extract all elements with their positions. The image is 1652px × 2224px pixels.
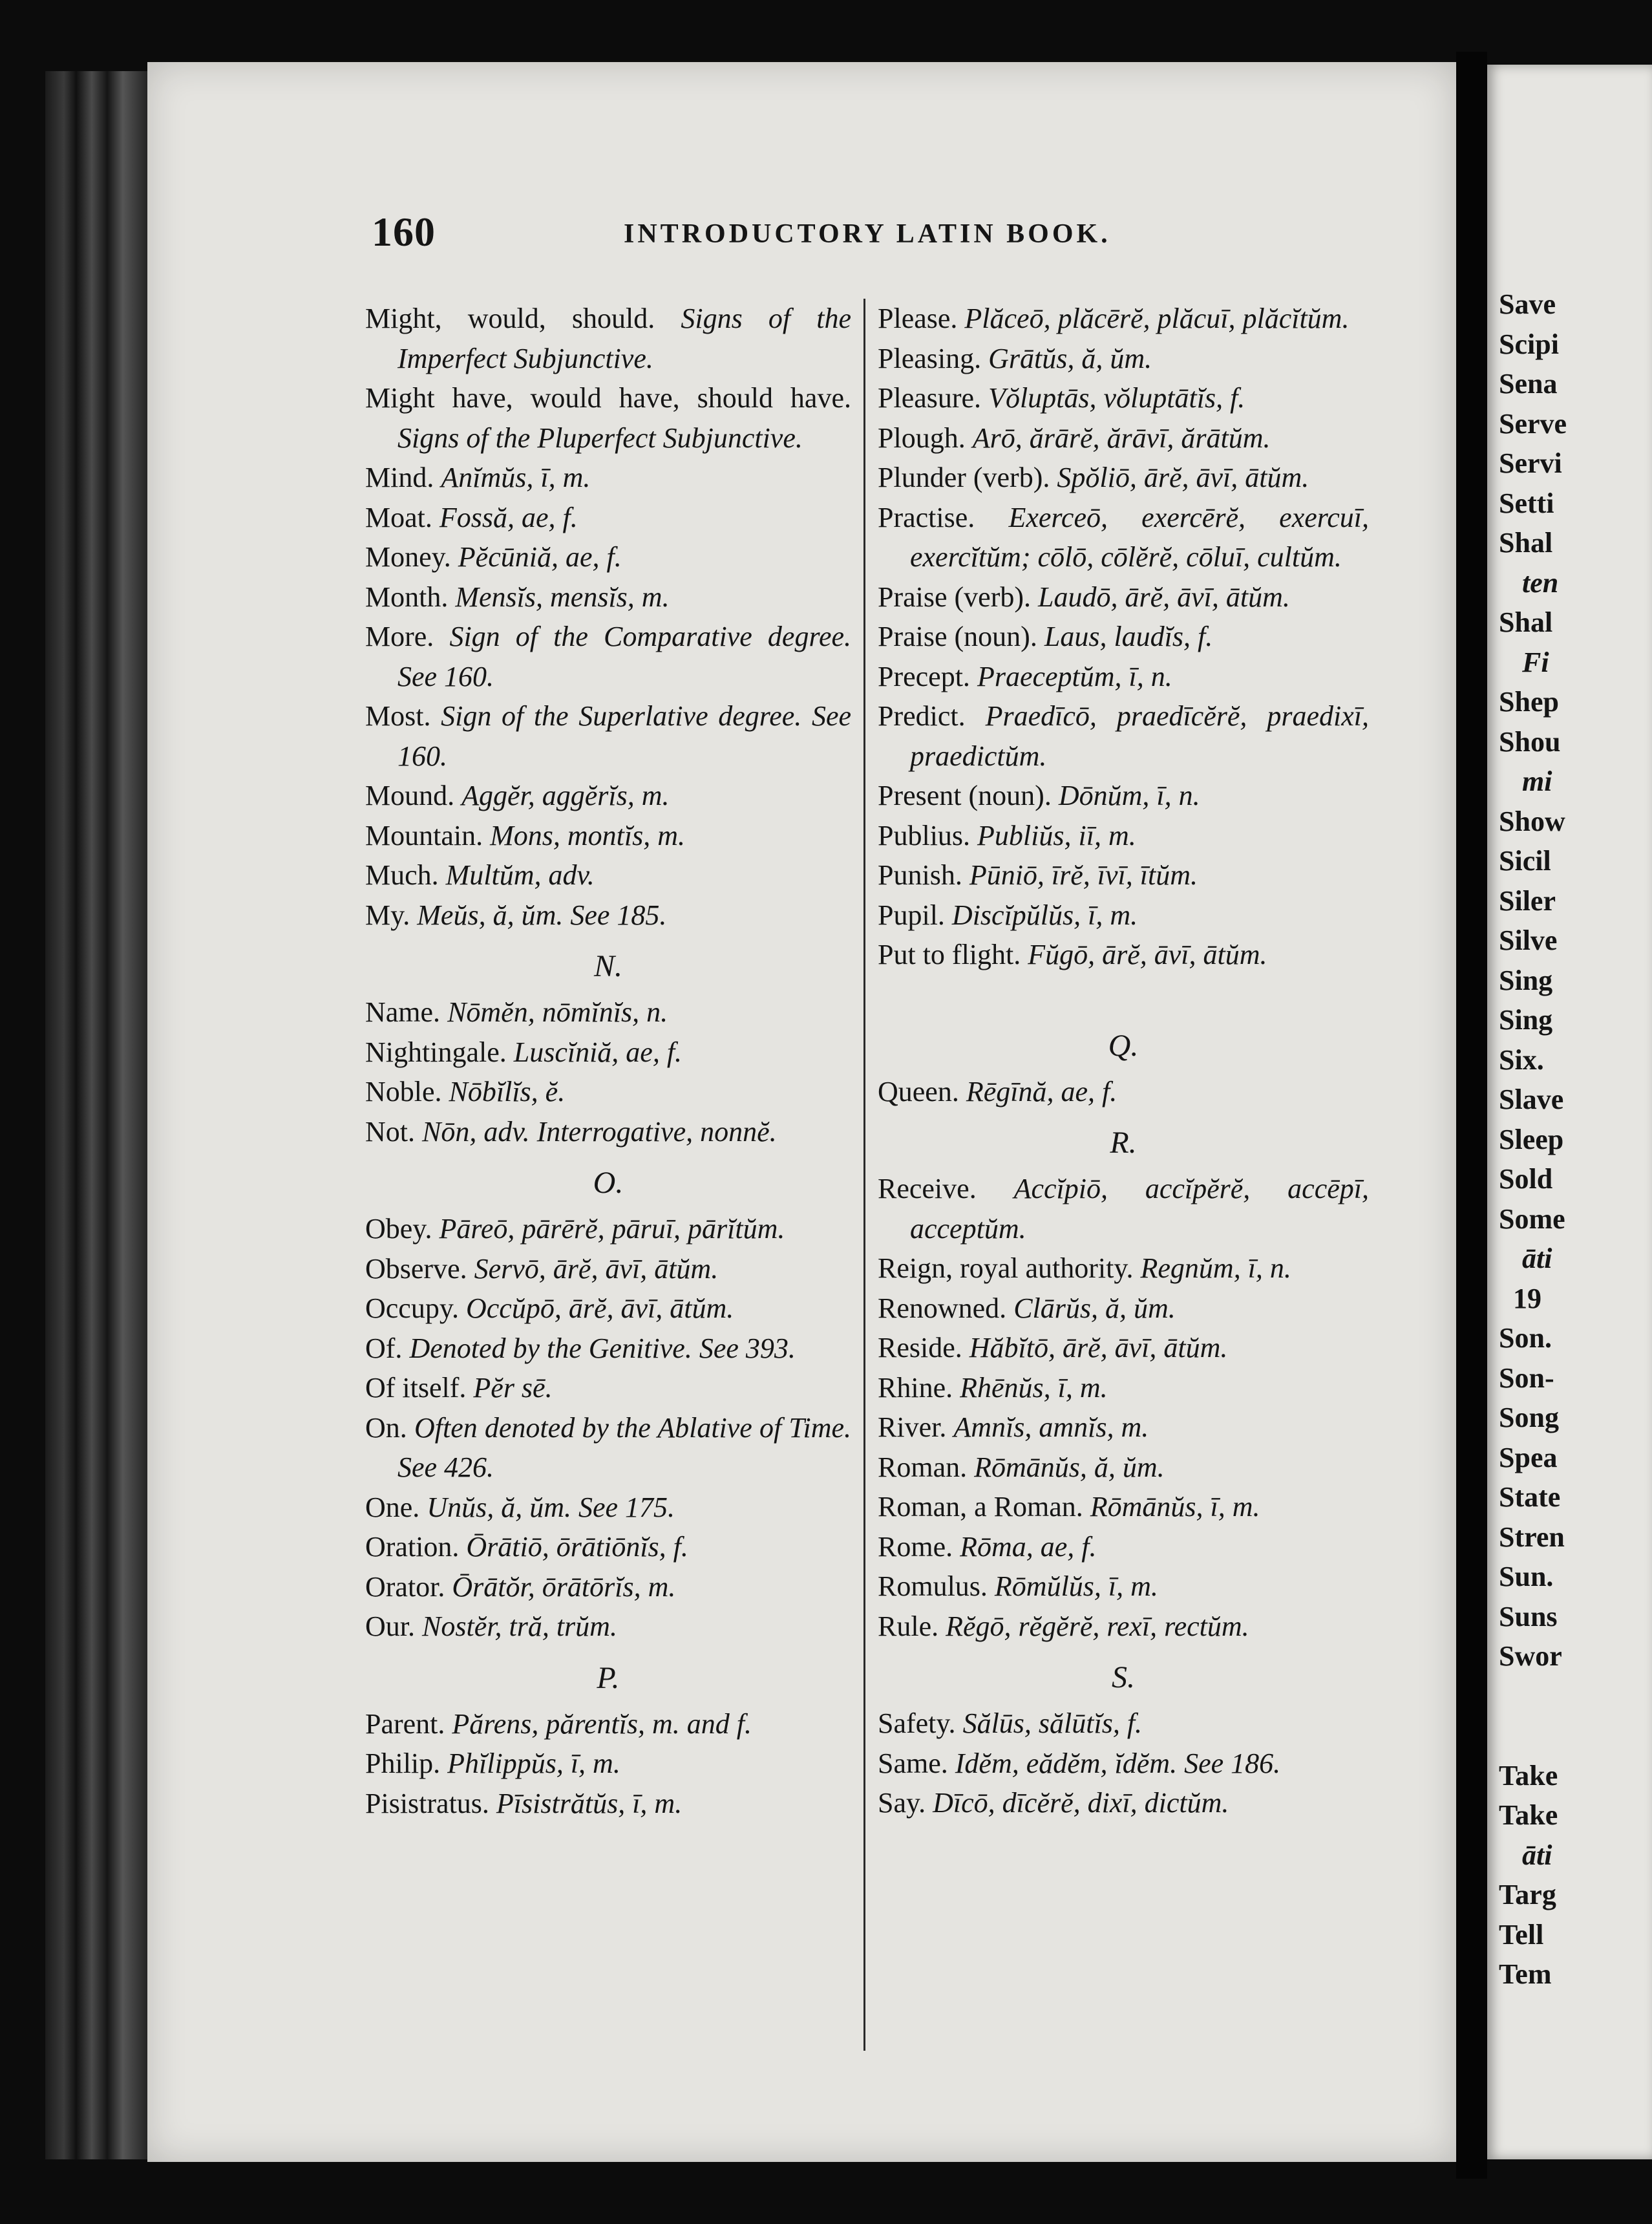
entry-headword: River.: [878, 1411, 947, 1443]
dictionary-entry: [878, 657, 1369, 697]
dictionary-entry: [365, 537, 851, 577]
entry-headword: Put to flight.: [878, 939, 1021, 970]
dictionary-entry: [878, 577, 1369, 617]
entry-definition: Dōnŭm, ī, n.: [1058, 780, 1200, 811]
dictionary-entry: [365, 378, 851, 458]
spacer: [1487, 1676, 1652, 1716]
entry-definition: Arō, ărārĕ, ărāvī, ărātŭm.: [972, 422, 1271, 454]
entry-definition: Sign of the Superlative degree. See 160.: [397, 700, 852, 772]
entry-headword: Precept.: [878, 660, 970, 692]
facing-page-fragment: State: [1499, 1481, 1561, 1513]
dictionary-entry: [365, 1249, 851, 1289]
facing-page-fragment: Sicil: [1499, 845, 1551, 877]
entry-definition: Sign of the Comparative degree. See 160.: [397, 621, 852, 692]
facing-page-fragment: āti: [1522, 1243, 1552, 1274]
entry-headword: Nightingale.: [365, 1036, 507, 1068]
section-letter: N.: [593, 949, 622, 983]
entry-definition: Often denoted by the Ablative of Time. See 426.: [397, 1411, 851, 1483]
entry-headword: Occupy.: [365, 1292, 459, 1324]
entry-headword: Much.: [365, 859, 439, 891]
entry-headword: Reign, royal authority.: [878, 1252, 1134, 1284]
facing-page-fragment: Some: [1499, 1203, 1565, 1235]
dictionary-entry: [878, 1607, 1369, 1647]
entry-definition: Praedīcō, praedīcĕrĕ, praedixī, praedictŭm.: [910, 700, 1369, 772]
facing-page-fragment: Scipi: [1499, 328, 1559, 360]
entry-headword: Please.: [878, 303, 958, 334]
dictionary-entry: [878, 418, 1369, 458]
entry-headword: Plunder (verb).: [878, 462, 1050, 493]
entry-headword: Pleasure.: [878, 382, 982, 414]
running-title: INTRODUCTORY LATIN BOOK.: [624, 219, 1111, 249]
dictionary-entry: [365, 617, 851, 696]
facing-page-fragment: ten: [1522, 566, 1559, 599]
entry-headword: Obey.: [365, 1213, 432, 1245]
entry-headword: One.: [365, 1491, 420, 1523]
entry-definition: Rōmānŭs, ī, m.: [1090, 1491, 1260, 1523]
entry-headword: Month.: [365, 581, 449, 613]
facing-page-fragment: Targ: [1499, 1879, 1556, 1910]
facing-page-fragment: Tem: [1499, 1958, 1552, 1990]
entry-definition: Aggĕr, aggĕrĭs, m.: [461, 780, 670, 811]
facing-page-fragment: Shou: [1499, 725, 1561, 758]
dictionary-entry: [365, 1408, 851, 1488]
entry-definition: Phĭlippŭs, ī, m.: [447, 1748, 620, 1779]
entry-definition: Clārŭs, ă, ŭm.: [1013, 1292, 1176, 1324]
facing-page-fragment: Suns: [1499, 1600, 1558, 1632]
dictionary-entry: [365, 1209, 851, 1249]
entry-definition: Nōn, adv. Interrogative, nonnĕ.: [422, 1115, 777, 1148]
right-column: [878, 299, 1369, 1823]
dictionary-entry: [365, 1032, 851, 1073]
entry-headword: Mind.: [365, 462, 434, 493]
entry-headword: Safety.: [878, 1707, 956, 1739]
entry-definition: Rōmānŭs, ă, ŭm.: [974, 1451, 1165, 1483]
dictionary-entry: [365, 498, 851, 538]
entry-headword: Say.: [878, 1787, 926, 1819]
dictionary-entry: [365, 1488, 851, 1528]
entry-definition: Signs of the Pluperfect Subjunctive.: [397, 422, 803, 454]
dictionary-entry: [878, 935, 1369, 975]
dictionary-entry: [878, 1407, 1369, 1448]
entry-headword: Predict.: [878, 700, 966, 732]
entry-headword: Punish.: [878, 859, 962, 891]
entry-definition: Amnĭs, amnĭs, m.: [953, 1411, 1149, 1443]
facing-page-fragment: 19: [1513, 1282, 1541, 1314]
dictionary-entry: [878, 1487, 1369, 1527]
spacer: [1487, 1716, 1652, 1756]
entry-definition: Ōrātŏr, ōrātōrĭs, m.: [452, 1570, 676, 1603]
spacer: [878, 975, 1369, 1014]
entry-headword: Philip.: [365, 1748, 441, 1779]
entry-headword: Roman, a Roman.: [878, 1491, 1083, 1523]
entry-headword: Noble.: [365, 1076, 442, 1107]
entry-definition: Dīcō, dīcĕrĕ, dixī, dictŭm.: [933, 1787, 1229, 1819]
entry-definition: Nōmĕn, nōmĭnĭs, n.: [447, 996, 668, 1028]
entry-definition: Multŭm, adv.: [445, 859, 595, 891]
dictionary-entry: [365, 895, 851, 936]
entry-definition: Exerceō, exercērĕ, exercuī, exercĭtŭm; cōlō, cōlĕrĕ, cōluī, cultŭm.: [910, 501, 1370, 573]
entry-definition: Plăceō, plăcērĕ, plăcuī, plăcĭtŭm.: [964, 303, 1350, 334]
entry-definition: Discĭpŭlŭs, ī, m.: [951, 899, 1138, 931]
entry-headword: Name.: [365, 996, 441, 1028]
entry-headword: Praise (noun).: [878, 621, 1037, 652]
facing-page-fragment: Son-: [1499, 1362, 1554, 1394]
entry-definition: Fossă, ae, f.: [439, 501, 578, 533]
section-letter: S.: [1112, 1660, 1135, 1695]
facing-page-fragment: Song: [1499, 1402, 1559, 1433]
entry-headword: Publius.: [878, 819, 971, 851]
entry-definition: Meŭs, ă, ŭm. See 185.: [417, 899, 667, 931]
entry-headword: Pleasing.: [878, 342, 982, 374]
facing-page-fragment: Show: [1499, 805, 1565, 837]
dictionary-entry: [878, 498, 1369, 577]
entry-headword: Pupil.: [878, 899, 945, 931]
dictionary-entry: [878, 1704, 1369, 1744]
dictionary-entry: [878, 855, 1369, 895]
facing-page-fragment: Silve: [1499, 925, 1558, 956]
dictionary-entry: [878, 1169, 1369, 1248]
facing-page-fragment: Sing: [1499, 1004, 1553, 1036]
dictionary-entry: [878, 1288, 1369, 1329]
dictionary-entry: [365, 1744, 851, 1784]
entry-headword: Roman.: [878, 1451, 968, 1483]
dictionary-entry: [365, 1567, 851, 1607]
dictionary-entry: [365, 458, 851, 498]
facing-page-fragment: Shal: [1499, 527, 1553, 559]
entry-definition: Pĕcūniă, ae, f.: [458, 541, 622, 573]
entry-definition: Praeceptŭm, ī, n.: [977, 660, 1172, 692]
dictionary-entry: [365, 855, 851, 895]
entry-headword: Of itself.: [365, 1372, 467, 1404]
entry-definition: Spŏliō, ārĕ, āvī, ātŭm.: [1057, 462, 1309, 493]
facing-page-fragment: Siler: [1499, 884, 1556, 917]
entry-headword: Mound.: [365, 780, 455, 811]
entry-headword: Same.: [878, 1747, 948, 1779]
page-number: 160: [372, 209, 436, 255]
entry-headword: Rome.: [878, 1530, 953, 1563]
entry-headword: On.: [365, 1411, 407, 1444]
facing-page-fragment: Servi: [1499, 447, 1562, 479]
facing-page-text: [1487, 284, 1652, 1994]
entry-definition: Laus, laudĭs, f.: [1044, 621, 1213, 652]
facing-page-fragment: Slave: [1499, 1084, 1564, 1115]
entry-headword: Orator.: [365, 1570, 445, 1603]
facing-page-fragment: Sun.: [1499, 1561, 1554, 1592]
dictionary-entry: [365, 992, 851, 1032]
entry-headword: Renowned.: [878, 1292, 1007, 1324]
entry-definition: Occŭpō, ārĕ, āvī, ātŭm.: [465, 1292, 734, 1324]
facing-page-fragment: Sing: [1499, 964, 1553, 996]
entry-definition: Hăbĭtō, ārĕ, āvī, ātŭm.: [969, 1332, 1228, 1363]
entry-headword: Our.: [365, 1610, 415, 1642]
facing-page-fragment: Fi: [1522, 646, 1549, 678]
dictionary-entry: [878, 458, 1369, 498]
entry-headword: Romulus.: [878, 1570, 988, 1602]
facing-page-fragment: Stren: [1499, 1521, 1565, 1553]
entry-definition: Nostĕr, tră, trŭm.: [422, 1610, 617, 1642]
dictionary-entry: [365, 1527, 851, 1567]
facing-page-fragment: Sena: [1499, 368, 1558, 400]
entry-headword: Might, would, should.: [365, 303, 655, 334]
dictionary-entry: [878, 617, 1369, 657]
entry-definition: Denoted by the Genitive. See 393.: [409, 1332, 796, 1364]
facing-page-fragment: Son.: [1499, 1322, 1552, 1354]
entry-definition: Nōbĭlĭs, ĕ.: [449, 1076, 566, 1107]
facing-page-fragment: Six.: [1499, 1043, 1544, 1076]
entry-definition: Vŏluptās, vŏluptātĭs, f.: [988, 382, 1245, 414]
dictionary-entry: [878, 1248, 1369, 1288]
entry-headword: Mountain.: [365, 819, 483, 851]
entry-headword: Praise (verb).: [878, 581, 1032, 613]
entry-headword: Oration.: [365, 1531, 460, 1563]
entry-definition: Pāreō, pārērĕ, pāruī, pārĭtŭm.: [439, 1213, 785, 1245]
entry-headword: Observe.: [365, 1252, 467, 1285]
entry-headword: Reside.: [878, 1332, 962, 1363]
facing-page-fragment: Sleep: [1499, 1123, 1564, 1155]
entry-headword: Not.: [365, 1115, 415, 1148]
facing-page-fragment: mi: [1522, 765, 1552, 797]
dictionary-entry: [878, 1368, 1369, 1408]
section-letter: R.: [1110, 1126, 1137, 1160]
dictionary-entry: [878, 1744, 1369, 1784]
entry-definition: Părens, părentĭs, m. and f.: [452, 1707, 752, 1740]
dictionary-entry: [878, 1566, 1369, 1607]
facing-page-fragment: Shal: [1499, 606, 1553, 638]
entry-headword: Receive.: [878, 1173, 977, 1204]
entry-definition: Rēgīnă, ae, f.: [966, 1075, 1117, 1107]
dictionary-entry: [878, 1527, 1369, 1567]
entry-definition: Ōrātiō, ōrātiōnĭs, f.: [466, 1531, 688, 1563]
dictionary-entry: [878, 1072, 1369, 1112]
entry-definition: Laudō, ārĕ, āvī, ātŭm.: [1038, 581, 1290, 613]
entry-definition: Mensĭs, mensĭs, m.: [455, 581, 670, 613]
entry-headword: Of.: [365, 1332, 403, 1364]
entry-headword: Rhine.: [878, 1371, 953, 1404]
entry-definition: Servō, ārĕ, āvī, ātŭm.: [474, 1252, 719, 1285]
entry-definition: Signs of the Imperfect Subjunctive.: [397, 303, 852, 374]
entry-definition: Rōmŭlŭs, ī, m.: [994, 1570, 1158, 1602]
entry-headword: Practise.: [878, 501, 975, 533]
entry-definition: Luscĭniă, ae, f.: [513, 1036, 683, 1068]
entry-headword: Plough.: [878, 422, 966, 454]
entry-headword: More.: [365, 621, 434, 652]
entry-headword: My.: [365, 899, 410, 931]
book-spine: [45, 71, 149, 2159]
facing-page-fragment: Take: [1499, 1759, 1558, 1791]
entry-headword: Parent.: [365, 1707, 445, 1740]
dictionary-entry: [365, 1704, 851, 1744]
entry-definition: Rĕgō, rĕgĕrĕ, rexī, rectŭm.: [946, 1610, 1249, 1642]
facing-page-fragment: Spea: [1499, 1441, 1558, 1473]
facing-page-fragment: Serve: [1499, 407, 1567, 440]
section-letter: Q.: [1108, 1028, 1139, 1063]
dictionary-entry: [365, 1368, 851, 1408]
entry-headword: Present (noun).: [878, 780, 1052, 811]
entry-definition: Anĭmŭs, ī, m.: [441, 462, 591, 493]
dictionary-entry: [878, 1328, 1369, 1368]
dictionary-entry: [878, 1448, 1369, 1488]
dictionary-entry: [365, 299, 851, 378]
dictionary-entry: [365, 776, 851, 816]
section-letter: P.: [597, 1660, 620, 1695]
entry-headword: Might have, would have, should have.: [365, 382, 851, 414]
entry-definition: Pīsistrătŭs, ī, m.: [496, 1787, 683, 1819]
dictionary-entry: [878, 378, 1369, 418]
facing-page-fragment: Save: [1499, 288, 1556, 320]
dictionary-entry: [365, 1784, 851, 1824]
facing-page-fragment: Sold: [1499, 1163, 1553, 1195]
dictionary-entry: [878, 1783, 1369, 1823]
entry-definition: Fŭgō, ārĕ, āvī, ātŭm.: [1028, 939, 1267, 970]
entry-headword: Most.: [365, 700, 431, 732]
dictionary-entry: [365, 1072, 851, 1112]
dictionary-entry: [878, 776, 1369, 816]
dictionary-entry: [365, 1329, 851, 1369]
entry-definition: Idĕm, eădĕm, ĭdĕm. See 186.: [955, 1747, 1281, 1779]
entry-definition: Accĭpiō, accĭpĕrĕ, accēpī, acceptŭm.: [910, 1173, 1369, 1245]
entry-definition: Regnŭm, ī, n.: [1140, 1252, 1291, 1284]
facing-page-fragment: āti: [1522, 1839, 1552, 1871]
entry-definition: Grātŭs, ă, ŭm.: [988, 342, 1152, 374]
column-divider: [863, 299, 865, 2051]
entry-definition: Publiŭs, iī, m.: [977, 819, 1136, 851]
entry-definition: Pĕr sē.: [473, 1372, 553, 1404]
dictionary-entry: [365, 1112, 851, 1152]
entry-headword: Rule.: [878, 1610, 939, 1642]
dictionary-entry: [878, 696, 1369, 776]
facing-page-fragment: Setti: [1499, 487, 1554, 519]
left-column: [365, 299, 851, 1823]
dictionary-entry: [878, 299, 1369, 339]
entry-definition: Rhēnŭs, ī, m.: [960, 1371, 1108, 1404]
entry-definition: Sălūs, sălūtĭs, f.: [962, 1707, 1143, 1739]
dictionary-entry: [365, 1288, 851, 1329]
dictionary-entry: [365, 696, 851, 776]
book-gutter: [1456, 52, 1487, 2179]
facing-page-fragment: Shep: [1499, 686, 1559, 718]
dictionary-entry: [878, 895, 1369, 936]
section-letter: O.: [593, 1166, 624, 1200]
facing-page-fragment: Swor: [1499, 1640, 1562, 1672]
dictionary-entry: [365, 577, 851, 617]
entry-headword: Money.: [365, 541, 451, 573]
dictionary-entry: [365, 1607, 851, 1647]
entry-headword: Moat.: [365, 501, 432, 533]
dictionary-entry: [878, 816, 1369, 856]
entry-definition: Unŭs, ă, ŭm. See 175.: [427, 1491, 675, 1523]
entry-definition: Mons, montĭs, m.: [490, 819, 686, 851]
facing-page-fragment: Take: [1499, 1799, 1558, 1831]
dictionary-entry: [365, 816, 851, 856]
facing-page-fragment: Tell: [1499, 1918, 1544, 1951]
entry-headword: Queen.: [878, 1075, 959, 1107]
entry-headword: Pisistratus.: [365, 1787, 489, 1819]
entry-definition: Pūniō, īrĕ, īvī, ītŭm.: [969, 859, 1198, 891]
dictionary-entry: [878, 339, 1369, 379]
entry-definition: Rōma, ae, f.: [960, 1530, 1097, 1563]
